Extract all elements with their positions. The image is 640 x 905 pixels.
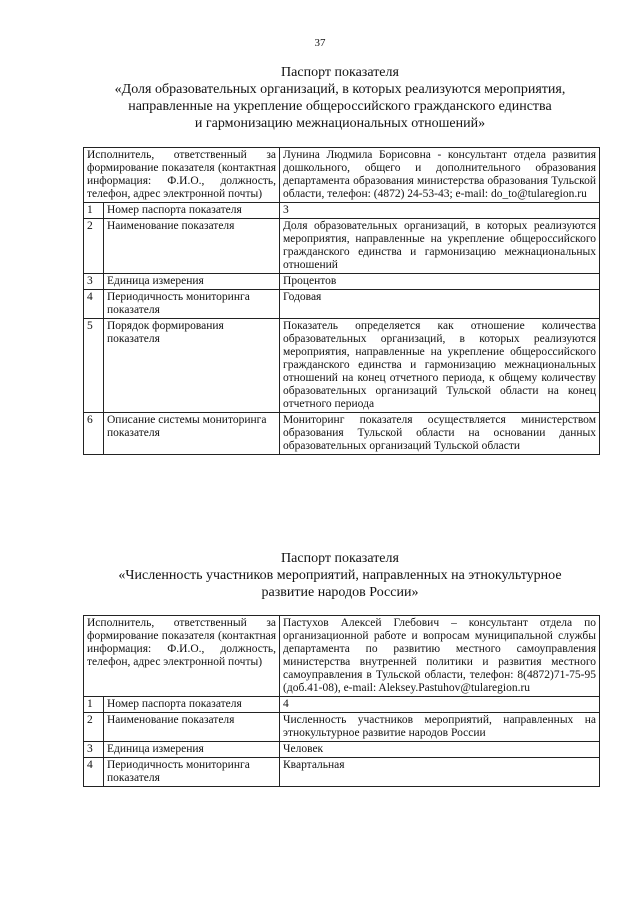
passport-1-subtitle-line: «Доля образовательных организаций, в которых реализуются мероприятия, [114, 82, 566, 97]
executor-value: Лунина Людмила Борисовна - консультант отдела развития дошкольного, общего и дополнительного образования департамента образования министерства образования Тульской области, телефон: (4872) 24-53-43; e-mail: do_to@tularegion.ru [280, 148, 600, 203]
table-row [84, 290, 600, 319]
passport-2-subtitle-line: «Численность участников мероприятий, направленных на этнокультурное [118, 568, 562, 583]
row-value: Годовая [280, 290, 600, 319]
row-number: 2 [84, 713, 104, 742]
executor-label: Исполнитель, ответственный за формирование показателя (контактная информация: Ф.И.О., должность, телефон, адрес электронной почты) [84, 148, 280, 203]
row-value: Квартальная [280, 758, 600, 787]
row-label: Периодичность мониторинга показателя [104, 758, 280, 787]
row-number: 4 [84, 758, 104, 787]
row-value: Численность участников мероприятий, направленных на этнокультурное развитие народов России [280, 713, 600, 742]
row-label: Наименование показателя [104, 219, 280, 274]
executor-label: Исполнитель, ответственный за формирование показателя (контактная информация: Ф.И.О., должность, телефон, адрес электронной почты) [84, 616, 280, 697]
row-label: Единица измерения [104, 742, 280, 758]
passport-2-title [80, 550, 600, 601]
passport-1-table [83, 147, 600, 455]
passport-1-subtitle-line: и гармонизацию межнациональных отношений» [194, 116, 486, 131]
row-value: 3 [280, 203, 600, 219]
table-row [84, 219, 600, 274]
passport-1-heading: Паспорт показателя [281, 65, 399, 80]
row-number: 1 [84, 203, 104, 219]
row-label: Единица измерения [104, 274, 280, 290]
row-value: Показатель определяется как отношение количества образовательных организаций, в которых реализуются мероприятия, направленные на укрепление общероссийского гражданского единства и гармонизацию межнациональных отношений на конец отчетного периода, к общему количеству образовательных организаций Тульской области на конец отчетного периода [280, 319, 600, 413]
table-row [84, 758, 600, 787]
row-label: Описание системы мониторинга показателя [104, 413, 280, 455]
row-label: Номер паспорта показателя [104, 697, 280, 713]
row-label: Периодичность мониторинга показателя [104, 290, 280, 319]
table-row [84, 742, 600, 758]
row-value: 4 [280, 697, 600, 713]
passport-1-subtitle-line: направленные на укрепление общероссийского гражданского единства [128, 99, 552, 114]
passport-2-heading: Паспорт показателя [281, 551, 399, 566]
row-value: Мониторинг показателя осуществляется министерством образования Тульской области на основании данных образовательных организаций Тульской области [280, 413, 600, 455]
passport-2-subtitle-line: развитие народов России» [261, 585, 419, 600]
row-value: Доля образовательных организаций, в которых реализуются мероприятия, направленные на укрепление общероссийского гражданского единства и гармонизацию межнациональных отношений [280, 219, 600, 274]
row-label: Порядок формирования показателя [104, 319, 280, 413]
table-row [84, 319, 600, 413]
row-number: 4 [84, 290, 104, 319]
table-row [84, 274, 600, 290]
row-label: Номер паспорта показателя [104, 203, 280, 219]
passport-1-title [80, 64, 600, 132]
row-number: 3 [84, 742, 104, 758]
table-row [84, 616, 600, 697]
row-number: 1 [84, 697, 104, 713]
row-label: Наименование показателя [104, 713, 280, 742]
passport-2-table [83, 615, 600, 787]
row-number: 2 [84, 219, 104, 274]
row-value: Человек [280, 742, 600, 758]
executor-value: Пастухов Алексей Глебович – консультант отдела по организационной работе и вопросам муниципальной службы департамента по развитию местного самоуправления министерства внутренней политики и развития местного самоуправления в Тульской области, телефон: 8(4872)71-75-95 (доб.41-08), e-mail: Aleksey.Pastuhov@tularegion.ru [280, 616, 600, 697]
row-value: Процентов [280, 274, 600, 290]
table-row [84, 148, 600, 203]
table-row [84, 203, 600, 219]
page-number: 37 [314, 37, 326, 49]
row-number: 3 [84, 274, 104, 290]
table-row [84, 697, 600, 713]
row-number: 6 [84, 413, 104, 455]
table-row [84, 413, 600, 455]
table-row [84, 713, 600, 742]
row-number: 5 [84, 319, 104, 413]
